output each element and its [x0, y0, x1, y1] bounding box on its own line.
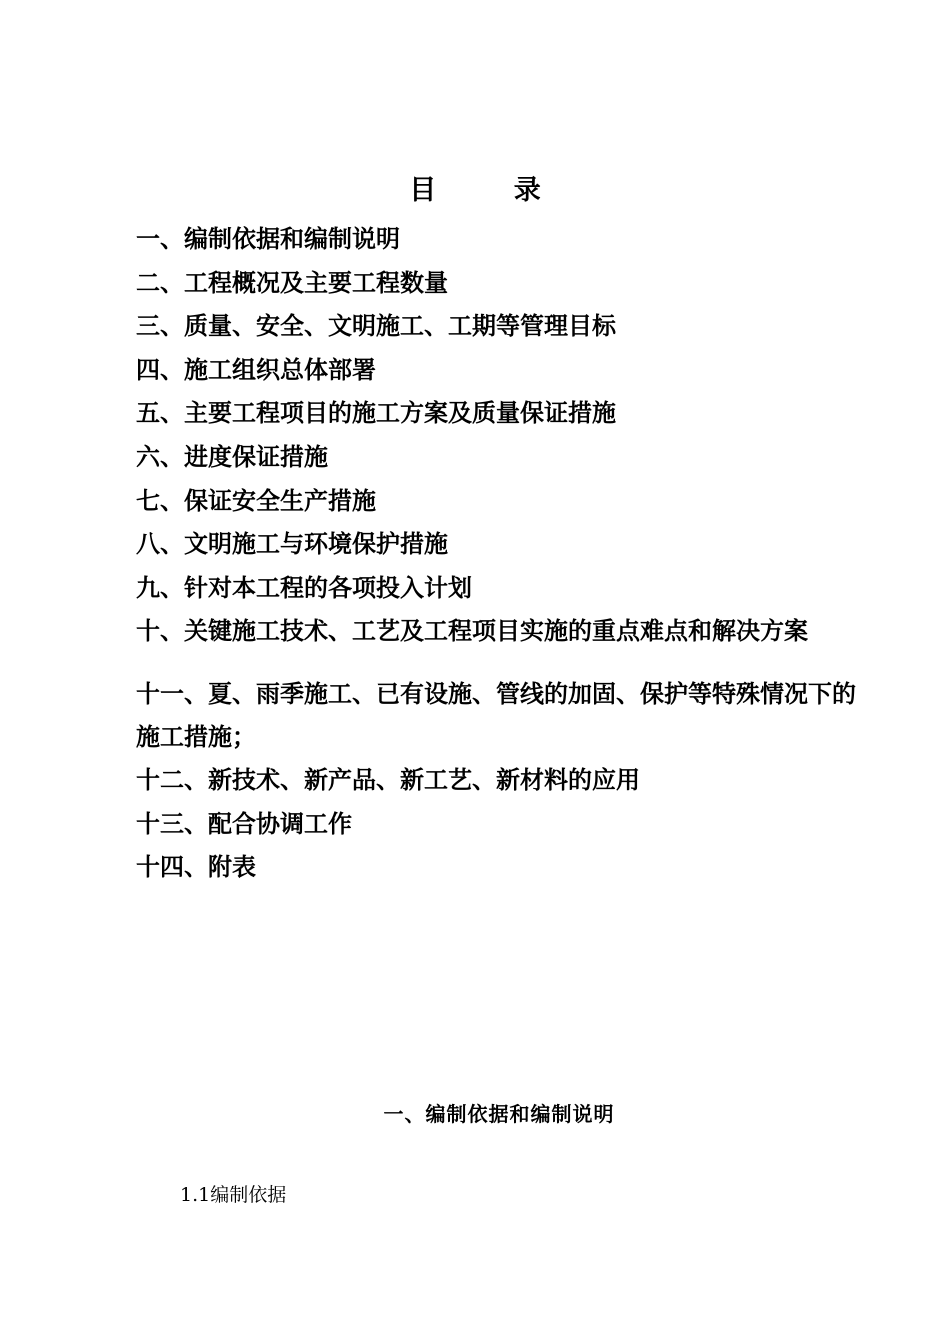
- toc-item: 十一、夏、雨季施工、已有设施、管线的加固、保护等特殊情况下的施工措施；: [136, 678, 856, 751]
- toc-item: 四、施工组织总体部署: [136, 354, 376, 384]
- toc-item: 十、关键施工技术、工艺及工程项目实施的重点难点和解决方案: [136, 616, 808, 646]
- toc-item: 八、文明施工与环境保护措施: [136, 529, 448, 559]
- toc-item: 九、针对本工程的各项投入计划: [136, 572, 472, 602]
- toc-item: 十二、新技术、新产品、新工艺、新材料的应用: [136, 764, 640, 794]
- toc-item: 三、质量、安全、文明施工、工期等管理目标: [136, 311, 616, 341]
- toc-item: 十四、附表: [136, 852, 256, 882]
- toc-item: 七、保证安全生产措施: [136, 485, 376, 515]
- subsection-heading: 1.1编制依据: [180, 1184, 287, 1206]
- toc-item: 六、进度保证措施: [136, 441, 328, 471]
- toc-item: 二、工程概况及主要工程数量: [136, 267, 448, 297]
- toc-item: 十三、配合协调工作: [136, 808, 352, 838]
- section-heading: 一、编制依据和编制说明: [383, 1102, 615, 1126]
- toc-item: 五、主要工程项目的施工方案及质量保证措施: [136, 398, 616, 428]
- toc-item: 一、编制依据和编制说明: [136, 224, 400, 253]
- toc-list: [136, 217, 876, 889]
- toc-title: 目 录: [409, 175, 575, 206]
